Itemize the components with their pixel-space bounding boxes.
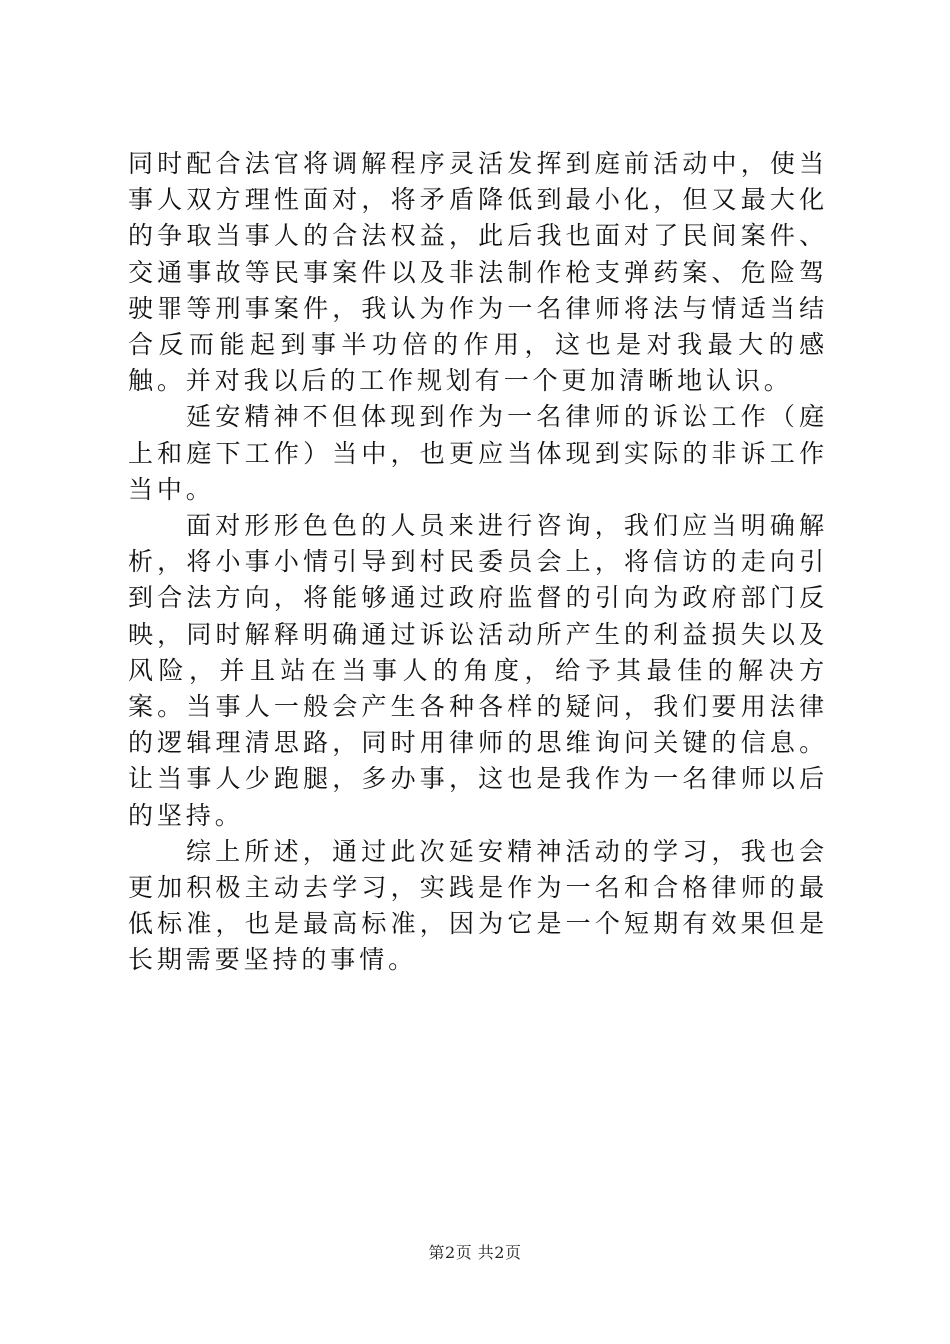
page-footer: 第2页 共2页 xyxy=(428,1243,522,1262)
paragraph-4: 综上所述，通过此次延安精神活动的学习，我也会更加积极主动去学习，实践是作为一名和合格律师的最低标准，也是最高标准，因为它是一个短期有效果但是长期需要坚持的事情。 xyxy=(128,836,828,975)
paragraph-2: 延安精神不但体现到作为一名律师的诉讼工作（庭上和庭下工作）当中，也更应当体现到实际的非诉工作当中。 xyxy=(128,402,828,504)
document-body xyxy=(128,146,828,979)
paragraph-1: 同时配合法官将调解程序灵活发挥到庭前活动中，使当事人双方理性面对，将矛盾降低到最小化，但又最大化的争取当事人的合法权益，此后我也面对了民间案件、交通事故等民事案件以及非法制作枪支弹药案、危险驾驶罪等刑事案件，我认为作为一名律师将法与情适当结合反而能起到事半功倍的作用，这也是对我最大的感触。并对我以后的工作规划有一个更加清晰地认识。 xyxy=(128,149,828,396)
paragraph-3: 面对形形色色的人员来进行咨询，我们应当明确解析，将小事小情引导到村民委员会上，将信访的走向引到合法方向，将能够通过政府监督的引向为政府部门反映，同时解释明确通过诉讼活动所产生的利益损失以及风险，并且站在当事人的角度，给予其最佳的解决方案。当事人一般会产生各种各样的疑问，我们要用法律的逻辑理清思路，同时用律师的思维询问关键的信息。让当事人少跑腿，多办事，这也是我作为一名律师以后的坚持。 xyxy=(128,511,828,830)
